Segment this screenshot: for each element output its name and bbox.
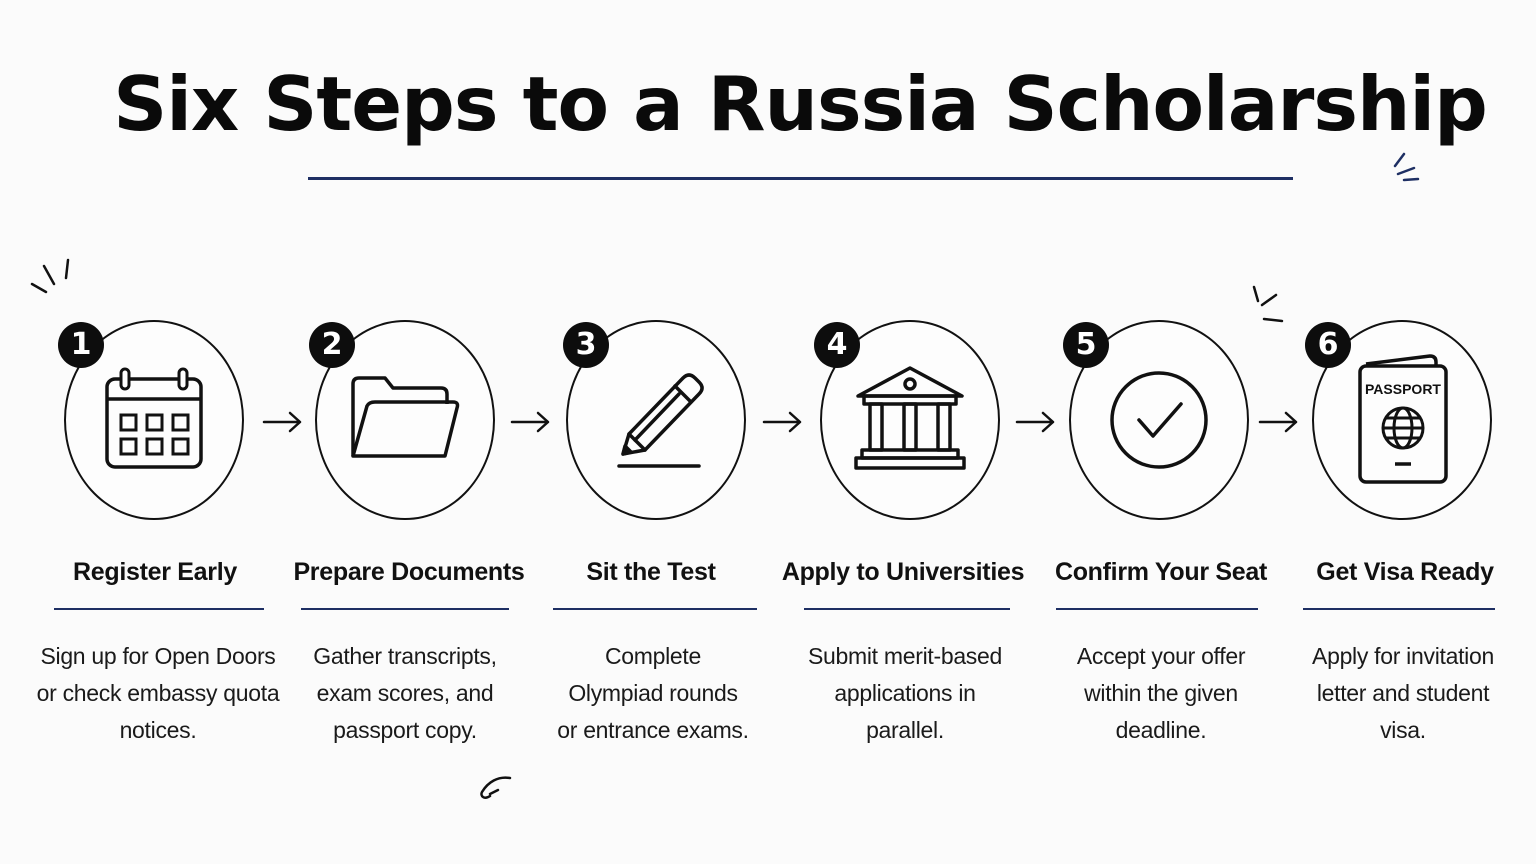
folder-icon xyxy=(345,370,465,470)
step-number-badge: 6 xyxy=(1305,322,1351,368)
arrow-right-icon xyxy=(1015,410,1057,434)
checkmark-circle-icon xyxy=(1107,368,1211,472)
step-number-badge: 1 xyxy=(58,322,104,368)
sparkle-decoration-icon xyxy=(1248,283,1288,327)
step-title: Get Visa Ready xyxy=(1316,558,1494,586)
step-underline xyxy=(553,608,757,610)
step-underline xyxy=(1056,608,1258,610)
step-underline xyxy=(804,608,1010,610)
step-underline xyxy=(1303,608,1495,610)
passport-icon xyxy=(1352,352,1452,488)
calendar-icon xyxy=(99,365,209,475)
arrow-right-icon xyxy=(262,410,304,434)
squiggle-decoration-icon xyxy=(476,772,516,804)
university-building-icon xyxy=(852,362,968,478)
step-description: Submit merit-based applications in parallel. xyxy=(807,643,1002,743)
sparkle-decoration-icon xyxy=(28,256,74,296)
step-underline xyxy=(301,608,509,610)
step-title: Apply to Universities xyxy=(781,558,1025,586)
sparkle-decoration-icon xyxy=(1392,150,1422,186)
step-underline xyxy=(54,608,264,610)
title-underline xyxy=(308,177,1293,180)
arrow-right-icon xyxy=(762,410,804,434)
step-title: Register Early xyxy=(73,558,237,586)
step-number-badge: 3 xyxy=(563,322,609,368)
step-description: Apply for invitation letter and student visa. xyxy=(1312,643,1494,743)
step-number-badge: 4 xyxy=(814,322,860,368)
step-description: Accept your offer within the given deadline. xyxy=(1076,643,1246,743)
step-number-badge: 2 xyxy=(309,322,355,368)
step-title: Sit the Test xyxy=(586,558,716,586)
page-title: Six Steps to a Russia Scholarship xyxy=(113,60,1487,148)
step-description: Sign up for Open Doors or check embassy quota notices. xyxy=(36,643,280,743)
arrow-right-icon xyxy=(1258,410,1300,434)
step-number-badge: 5 xyxy=(1063,322,1109,368)
arrow-right-icon xyxy=(510,410,552,434)
step-title: Prepare Documents xyxy=(293,558,525,586)
passport-label: PASSPORT xyxy=(1365,381,1441,397)
step-title: Confirm Your Seat xyxy=(1054,558,1268,586)
step-description: Complete Olympiad rounds or entrance exams. xyxy=(557,643,749,743)
step-description: Gather transcripts, exam scores, and passport copy. xyxy=(313,643,497,743)
pencil-icon xyxy=(601,360,711,480)
